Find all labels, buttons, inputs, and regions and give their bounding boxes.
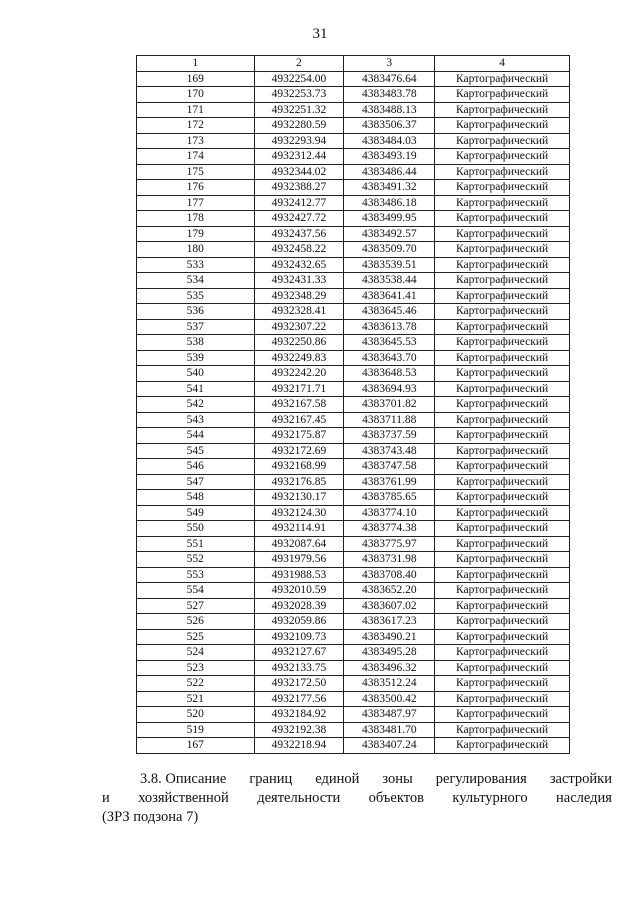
point-number-cell: 547	[137, 474, 255, 490]
point-number-cell: 177	[137, 195, 255, 211]
y-coordinate-cell: 4383483.78	[344, 87, 435, 103]
point-number-cell: 523	[137, 660, 255, 676]
section-word: зоны	[382, 771, 413, 787]
x-coordinate-cell: 4932412.77	[254, 195, 344, 211]
x-coordinate-cell: 4932307.22	[254, 319, 344, 335]
table-row	[137, 598, 570, 614]
point-number-cell: 543	[137, 412, 255, 428]
x-coordinate-cell: 4932218.94	[254, 738, 344, 754]
section-word: культурного	[452, 790, 528, 806]
y-coordinate-cell: 4383641.41	[344, 288, 435, 304]
point-number-cell: 524	[137, 645, 255, 661]
y-coordinate-cell: 4383617.23	[344, 614, 435, 630]
method-cell: Картографический	[435, 474, 570, 490]
method-cell: Картографический	[435, 304, 570, 320]
y-coordinate-cell: 4383491.32	[344, 180, 435, 196]
point-number-cell: 542	[137, 397, 255, 413]
y-coordinate-cell: 4383512.24	[344, 676, 435, 692]
method-cell: Картографический	[435, 242, 570, 258]
point-number-cell: 541	[137, 381, 255, 397]
point-number-cell: 551	[137, 536, 255, 552]
y-coordinate-cell: 4383495.28	[344, 645, 435, 661]
section-heading-line-3	[102, 808, 612, 827]
table-row	[137, 118, 570, 134]
method-cell: Картографический	[435, 87, 570, 103]
point-number-cell: 527	[137, 598, 255, 614]
point-number-cell: 548	[137, 490, 255, 506]
table-row	[137, 443, 570, 459]
table-header-row	[137, 56, 570, 72]
x-coordinate-cell: 4932192.38	[254, 722, 344, 738]
method-cell: Картографический	[435, 722, 570, 738]
section-word: 3.8. Описание	[140, 771, 227, 787]
table-row	[137, 273, 570, 289]
point-number-cell: 167	[137, 738, 255, 754]
x-coordinate-cell: 4932133.75	[254, 660, 344, 676]
x-coordinate-cell: 4932388.27	[254, 180, 344, 196]
method-cell: Картографический	[435, 133, 570, 149]
x-coordinate-cell: 4931979.56	[254, 552, 344, 568]
y-coordinate-cell: 4383484.03	[344, 133, 435, 149]
x-coordinate-cell: 4932124.30	[254, 505, 344, 521]
section-word: регулирования	[435, 771, 527, 787]
y-coordinate-cell: 4383643.70	[344, 350, 435, 366]
y-coordinate-cell: 4383487.97	[344, 707, 435, 723]
y-coordinate-cell: 4383492.57	[344, 226, 435, 242]
table-row	[137, 645, 570, 661]
y-coordinate-cell: 4383496.32	[344, 660, 435, 676]
method-cell: Картографический	[435, 350, 570, 366]
section-heading-line-2	[102, 789, 612, 808]
table-row	[137, 87, 570, 103]
table-row	[137, 614, 570, 630]
section-word: хозяйственной	[138, 790, 229, 806]
table-row	[137, 133, 570, 149]
method-cell: Картографический	[435, 381, 570, 397]
method-cell: Картографический	[435, 691, 570, 707]
point-number-cell: 521	[137, 691, 255, 707]
point-number-cell: 536	[137, 304, 255, 320]
table-row	[137, 257, 570, 273]
x-coordinate-cell: 4932184.92	[254, 707, 344, 723]
y-coordinate-cell: 4383538.44	[344, 273, 435, 289]
method-cell: Картографический	[435, 521, 570, 537]
method-cell: Картографический	[435, 319, 570, 335]
point-number-cell: 178	[137, 211, 255, 227]
table-row	[137, 567, 570, 583]
method-cell: Картографический	[435, 645, 570, 661]
x-coordinate-cell: 4932328.41	[254, 304, 344, 320]
method-cell: Картографический	[435, 676, 570, 692]
column-header-method: 4	[435, 56, 570, 72]
y-coordinate-cell: 4383743.48	[344, 443, 435, 459]
y-coordinate-cell: 4383785.65	[344, 490, 435, 506]
method-cell: Картографический	[435, 195, 570, 211]
section-word: (ЗРЗ подзона 7)	[102, 809, 199, 825]
y-coordinate-cell: 4383694.93	[344, 381, 435, 397]
coordinates-table	[136, 55, 570, 754]
x-coordinate-cell: 4932348.29	[254, 288, 344, 304]
table-row	[137, 738, 570, 754]
x-coordinate-cell: 4932176.85	[254, 474, 344, 490]
y-coordinate-cell: 4383774.38	[344, 521, 435, 537]
x-coordinate-cell: 4932427.72	[254, 211, 344, 227]
point-number-cell: 533	[137, 257, 255, 273]
table-row	[137, 335, 570, 351]
x-coordinate-cell: 4932254.00	[254, 71, 344, 87]
x-coordinate-cell: 4932059.86	[254, 614, 344, 630]
table-row	[137, 536, 570, 552]
section-word: единой	[315, 771, 360, 787]
page-number: 31	[312, 26, 328, 42]
column-header-y: 3	[344, 56, 435, 72]
table-row	[137, 164, 570, 180]
x-coordinate-cell: 4932167.45	[254, 412, 344, 428]
x-coordinate-cell: 4932168.99	[254, 459, 344, 475]
point-number-cell: 553	[137, 567, 255, 583]
method-cell: Картографический	[435, 335, 570, 351]
y-coordinate-cell: 4383731.98	[344, 552, 435, 568]
y-coordinate-cell: 4383493.19	[344, 149, 435, 165]
point-number-cell: 540	[137, 366, 255, 382]
x-coordinate-cell: 4932167.58	[254, 397, 344, 413]
table-row	[137, 211, 570, 227]
table-row	[137, 397, 570, 413]
method-cell: Картографический	[435, 412, 570, 428]
point-number-cell: 173	[137, 133, 255, 149]
point-number-cell: 520	[137, 707, 255, 723]
method-cell: Картографический	[435, 211, 570, 227]
table-row	[137, 629, 570, 645]
table-row	[137, 490, 570, 506]
method-cell: Картографический	[435, 552, 570, 568]
x-coordinate-cell: 4932175.87	[254, 428, 344, 444]
table-row	[137, 71, 570, 87]
y-coordinate-cell: 4383761.99	[344, 474, 435, 490]
x-coordinate-cell: 4932242.20	[254, 366, 344, 382]
point-number-cell: 519	[137, 722, 255, 738]
y-coordinate-cell: 4383708.40	[344, 567, 435, 583]
x-coordinate-cell: 4932431.33	[254, 273, 344, 289]
section-word: границ	[249, 771, 293, 787]
method-cell: Картографический	[435, 164, 570, 180]
section-heading-line-1	[102, 770, 612, 789]
point-number-cell: 552	[137, 552, 255, 568]
section-heading	[102, 770, 612, 827]
y-coordinate-cell: 4383488.13	[344, 102, 435, 118]
x-coordinate-cell: 4932249.83	[254, 350, 344, 366]
section-word: наследия	[556, 790, 612, 806]
table-row	[137, 552, 570, 568]
y-coordinate-cell: 4383486.18	[344, 195, 435, 211]
x-coordinate-cell: 4931988.53	[254, 567, 344, 583]
y-coordinate-cell: 4383648.53	[344, 366, 435, 382]
method-cell: Картографический	[435, 149, 570, 165]
y-coordinate-cell: 4383701.82	[344, 397, 435, 413]
method-cell: Картографический	[435, 102, 570, 118]
table-row	[137, 707, 570, 723]
table-row	[137, 195, 570, 211]
method-cell: Картографический	[435, 583, 570, 599]
y-coordinate-cell: 4383539.51	[344, 257, 435, 273]
point-number-cell: 538	[137, 335, 255, 351]
point-number-cell: 535	[137, 288, 255, 304]
point-number-cell: 172	[137, 118, 255, 134]
x-coordinate-cell: 4932250.86	[254, 335, 344, 351]
point-number-cell: 546	[137, 459, 255, 475]
x-coordinate-cell: 4932437.56	[254, 226, 344, 242]
table-body	[137, 71, 570, 753]
y-coordinate-cell: 4383737.59	[344, 428, 435, 444]
point-number-cell: 522	[137, 676, 255, 692]
table-row	[137, 149, 570, 165]
method-cell: Картографический	[435, 226, 570, 242]
table-row	[137, 288, 570, 304]
y-coordinate-cell: 4383652.20	[344, 583, 435, 599]
point-number-cell: 550	[137, 521, 255, 537]
point-number-cell: 545	[137, 443, 255, 459]
table-row	[137, 505, 570, 521]
y-coordinate-cell: 4383747.58	[344, 459, 435, 475]
point-number-cell: 525	[137, 629, 255, 645]
table-row	[137, 583, 570, 599]
point-number-cell: 175	[137, 164, 255, 180]
column-header-number: 1	[137, 56, 255, 72]
method-cell: Картографический	[435, 629, 570, 645]
y-coordinate-cell: 4383607.02	[344, 598, 435, 614]
y-coordinate-cell: 4383499.95	[344, 211, 435, 227]
point-number-cell: 539	[137, 350, 255, 366]
column-header-x: 2	[254, 56, 344, 72]
point-number-cell: 544	[137, 428, 255, 444]
table-row	[137, 676, 570, 692]
x-coordinate-cell: 4932109.73	[254, 629, 344, 645]
y-coordinate-cell: 4383407.24	[344, 738, 435, 754]
table-row	[137, 381, 570, 397]
point-number-cell: 174	[137, 149, 255, 165]
y-coordinate-cell: 4383500.42	[344, 691, 435, 707]
method-cell: Картографический	[435, 288, 570, 304]
x-coordinate-cell: 4932127.67	[254, 645, 344, 661]
point-number-cell: 170	[137, 87, 255, 103]
x-coordinate-cell: 4932280.59	[254, 118, 344, 134]
section-word: деятельности	[257, 790, 341, 806]
table-row	[137, 412, 570, 428]
x-coordinate-cell: 4932251.32	[254, 102, 344, 118]
method-cell: Картографический	[435, 397, 570, 413]
point-number-cell: 549	[137, 505, 255, 521]
point-number-cell: 179	[137, 226, 255, 242]
x-coordinate-cell: 4932344.02	[254, 164, 344, 180]
y-coordinate-cell: 4383486.44	[344, 164, 435, 180]
method-cell: Картографический	[435, 567, 570, 583]
point-number-cell: 537	[137, 319, 255, 335]
x-coordinate-cell: 4932172.69	[254, 443, 344, 459]
table-row	[137, 722, 570, 738]
x-coordinate-cell: 4932177.56	[254, 691, 344, 707]
method-cell: Картографический	[435, 614, 570, 630]
x-coordinate-cell: 4932171.71	[254, 381, 344, 397]
method-cell: Картографический	[435, 536, 570, 552]
y-coordinate-cell: 4383490.21	[344, 629, 435, 645]
table-row	[137, 350, 570, 366]
y-coordinate-cell: 4383506.37	[344, 118, 435, 134]
y-coordinate-cell: 4383774.10	[344, 505, 435, 521]
table-row	[137, 304, 570, 320]
x-coordinate-cell: 4932028.39	[254, 598, 344, 614]
method-cell: Картографический	[435, 707, 570, 723]
method-cell: Картографический	[435, 443, 570, 459]
method-cell: Картографический	[435, 598, 570, 614]
method-cell: Картографический	[435, 71, 570, 87]
table-row	[137, 226, 570, 242]
y-coordinate-cell: 4383613.78	[344, 319, 435, 335]
x-coordinate-cell: 4932432.65	[254, 257, 344, 273]
y-coordinate-cell: 4383645.46	[344, 304, 435, 320]
point-number-cell: 176	[137, 180, 255, 196]
section-word: объектов	[368, 790, 424, 806]
x-coordinate-cell: 4932458.22	[254, 242, 344, 258]
table-row	[137, 242, 570, 258]
point-number-cell: 554	[137, 583, 255, 599]
section-word: и	[102, 790, 110, 806]
section-word: застройки	[549, 771, 612, 787]
table-row	[137, 660, 570, 676]
method-cell: Картографический	[435, 118, 570, 134]
table-row	[137, 459, 570, 475]
table-row	[137, 474, 570, 490]
x-coordinate-cell: 4932114.91	[254, 521, 344, 537]
method-cell: Картографический	[435, 490, 570, 506]
method-cell: Картографический	[435, 660, 570, 676]
point-number-cell: 534	[137, 273, 255, 289]
y-coordinate-cell: 4383476.64	[344, 71, 435, 87]
method-cell: Картографический	[435, 366, 570, 382]
table-row	[137, 180, 570, 196]
x-coordinate-cell: 4932010.59	[254, 583, 344, 599]
method-cell: Картографический	[435, 428, 570, 444]
x-coordinate-cell: 4932172.50	[254, 676, 344, 692]
y-coordinate-cell: 4383481.70	[344, 722, 435, 738]
method-cell: Картографический	[435, 180, 570, 196]
x-coordinate-cell: 4932130.17	[254, 490, 344, 506]
method-cell: Картографический	[435, 505, 570, 521]
table-row	[137, 691, 570, 707]
x-coordinate-cell: 4932312.44	[254, 149, 344, 165]
method-cell: Картографический	[435, 738, 570, 754]
table-row	[137, 428, 570, 444]
y-coordinate-cell: 4383509.70	[344, 242, 435, 258]
table-row	[137, 319, 570, 335]
table-row	[137, 102, 570, 118]
point-number-cell: 171	[137, 102, 255, 118]
y-coordinate-cell: 4383645.53	[344, 335, 435, 351]
x-coordinate-cell: 4932087.64	[254, 536, 344, 552]
x-coordinate-cell: 4932293.94	[254, 133, 344, 149]
y-coordinate-cell: 4383775.97	[344, 536, 435, 552]
table-row	[137, 366, 570, 382]
x-coordinate-cell: 4932253.73	[254, 87, 344, 103]
point-number-cell: 180	[137, 242, 255, 258]
y-coordinate-cell: 4383711.88	[344, 412, 435, 428]
method-cell: Картографический	[435, 257, 570, 273]
table-row	[137, 521, 570, 537]
point-number-cell: 526	[137, 614, 255, 630]
method-cell: Картографический	[435, 459, 570, 475]
point-number-cell: 169	[137, 71, 255, 87]
method-cell: Картографический	[435, 273, 570, 289]
